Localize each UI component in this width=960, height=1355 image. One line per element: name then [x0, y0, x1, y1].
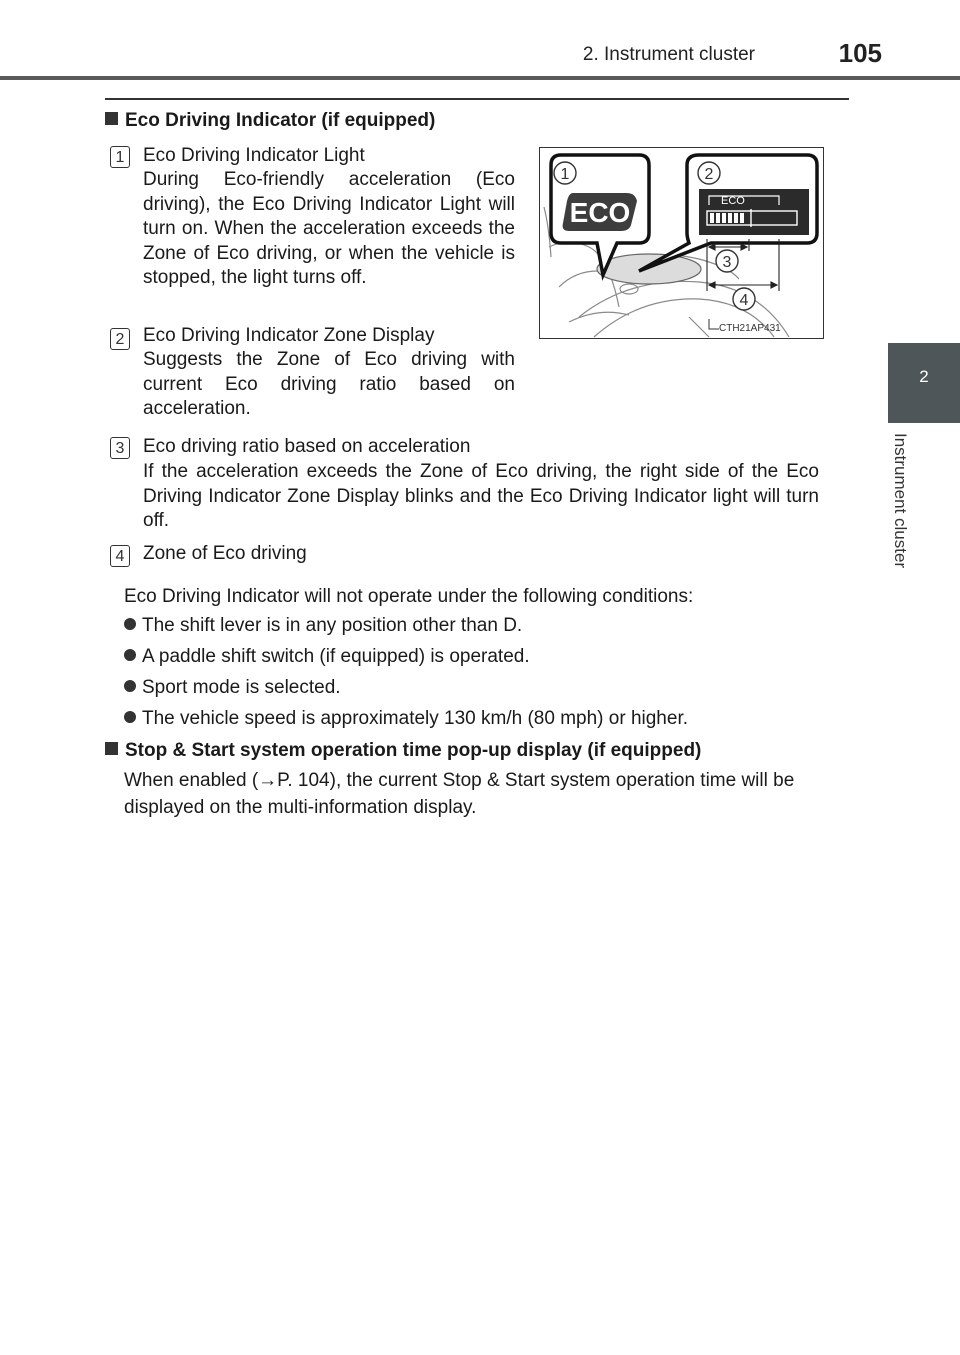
- list-item: [124, 677, 341, 699]
- bullet-icon: [124, 649, 136, 661]
- chapter-label-text: Instrument cluster: [891, 433, 910, 569]
- callout-3-label: 3: [722, 254, 732, 271]
- chapter-tab: [888, 343, 960, 423]
- page-header: [0, 0, 960, 80]
- bullet-icon: [124, 711, 136, 723]
- list-item-text: A paddle shift switch (if equipped) is operated.: [142, 646, 530, 667]
- item-title: Eco Driving Indicator Zone Display: [143, 325, 435, 346]
- item-number-badge: 3: [110, 437, 130, 459]
- chapter-number: 2: [919, 367, 929, 386]
- bullet-icon: [124, 618, 136, 630]
- heading-square-icon: [105, 112, 118, 125]
- stopstart-heading-text: Stop & Start system operation time pop-up display (if equipped): [125, 740, 702, 761]
- chapter-label: [890, 433, 930, 593]
- item-title: Eco Driving Indicator Light: [143, 145, 365, 166]
- callout-4-label: 4: [739, 292, 749, 309]
- list-item: [124, 646, 530, 668]
- list-item-text: The shift lever is in any position other than D.: [142, 615, 523, 636]
- eco-indicator-illustration: [539, 147, 824, 339]
- heading-square-icon: [105, 742, 118, 755]
- meter-display-shape: [597, 254, 701, 284]
- item-number-badge: 1: [110, 146, 130, 168]
- item-body: Suggests the Zone of Eco driving with current Eco driving ratio based on acceleration.: [143, 349, 515, 419]
- list-item-text: The vehicle speed is approximately 130 km/h (80 mph) or higher.: [142, 708, 688, 729]
- bullet-icon: [124, 680, 136, 692]
- list-item: [124, 615, 522, 637]
- page-number: 105: [838, 38, 882, 68]
- item-title: Eco driving ratio based on acceleration: [143, 436, 471, 457]
- callout-1-label: 1: [560, 166, 570, 183]
- header-rule: [0, 76, 960, 80]
- eco-heading-text: Eco Driving Indicator (if equipped): [125, 110, 436, 131]
- stopstart-section-heading: [105, 740, 701, 762]
- item-title: Zone of Eco driving: [143, 543, 307, 564]
- list-item: [124, 708, 688, 730]
- item-body: If the acceleration exceeds the Zone of Eco driving, the right side of the Eco Driving Indicator Zone Display blinks and the Eco Driving Indicator light will turn off.: [143, 461, 819, 531]
- zone-display-label: ECO: [721, 195, 745, 207]
- item-body: During Eco-friendly acceleration (Eco driving), the Eco Driving Indicator Light will turn on. When the acceleration exceeds the Zone of Eco driving, or when the vehicle is stopped, the light turns off.: [143, 169, 515, 288]
- item-number-badge: 4: [110, 545, 130, 567]
- eco-indicator-figure: [539, 147, 824, 339]
- list-item-text: Sport mode is selected.: [142, 677, 341, 698]
- content-top-rule: [105, 98, 849, 100]
- callout-2-label: 2: [704, 166, 714, 183]
- item-number-badge: 2: [110, 328, 130, 350]
- conditions-intro: Eco Driving Indicator will not operate under the following conditions:: [124, 586, 694, 607]
- eco-badge-text: ECO: [569, 197, 631, 228]
- eco-section-heading: [105, 110, 435, 132]
- figure-code: CTH21AP431: [719, 323, 781, 334]
- stopstart-body: When enabled (→P. 104), the current Stop & Start system operation time will be displayed on the multi-information display.: [124, 770, 795, 818]
- section-title: 2. Instrument cluster: [582, 44, 755, 65]
